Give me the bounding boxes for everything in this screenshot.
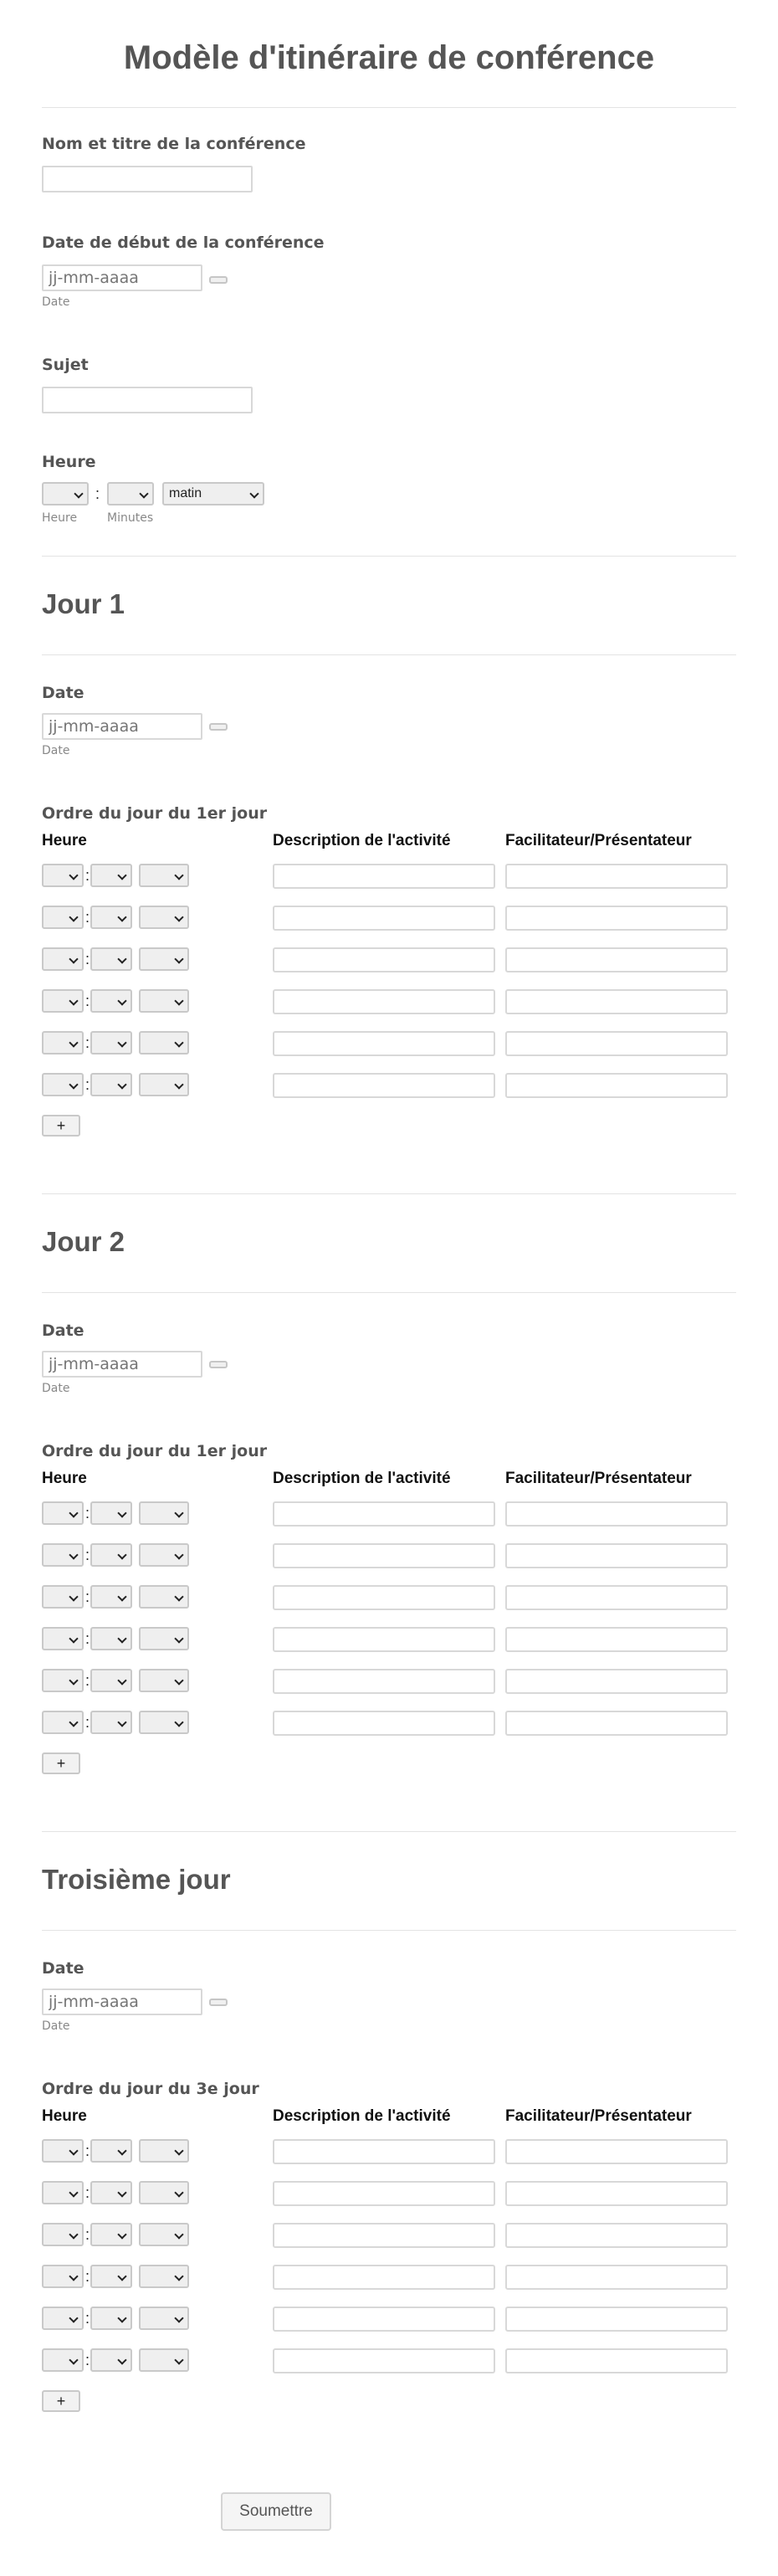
chevron-down-icon	[117, 1717, 126, 1727]
chevron-down-icon	[117, 870, 126, 880]
chevron-down-icon	[69, 954, 78, 963]
row-time-separator: :	[85, 2226, 90, 2243]
row-facilitator-input[interactable]	[505, 1669, 728, 1694]
divider	[42, 107, 736, 108]
row-facilitator-input[interactable]	[505, 2307, 728, 2332]
row-time-separator: :	[85, 1672, 90, 1689]
chevron-down-icon	[174, 1675, 183, 1685]
row-time-separator: :	[85, 2184, 90, 2201]
row-time-separator: :	[85, 2142, 90, 2159]
section-title: Jour 2	[42, 1226, 125, 1257]
col-header-time: Heure	[42, 1470, 87, 1487]
row-ampm-select[interactable]	[139, 1711, 189, 1734]
row-minute-select[interactable]	[90, 1543, 132, 1567]
day-date-input[interactable]	[42, 1351, 202, 1378]
day-date-sublabel: Date	[42, 1382, 70, 1395]
row-facilitator-input[interactable]	[505, 1543, 728, 1568]
conference-name-input[interactable]	[42, 166, 253, 192]
row-time-separator: :	[85, 1034, 90, 1051]
row-description-input[interactable]	[273, 2181, 495, 2206]
chevron-down-icon	[69, 2313, 78, 2322]
row-minute-select[interactable]	[90, 2139, 132, 2163]
row-minute-select[interactable]	[90, 906, 132, 929]
row-hour-select[interactable]	[42, 2181, 84, 2204]
subject-field	[42, 355, 736, 413]
time-label: Heure	[42, 453, 96, 471]
row-ampm-select[interactable]	[139, 906, 189, 929]
row-description-input[interactable]	[273, 1073, 495, 1098]
divider	[42, 1930, 736, 1931]
row-minute-select[interactable]	[90, 864, 132, 887]
row-ampm-select[interactable]	[139, 864, 189, 887]
chevron-down-icon	[69, 1675, 78, 1685]
row-description-input[interactable]	[273, 1543, 495, 1568]
form-title: Modèle d'itinéraire de conférence	[123, 39, 655, 76]
chevron-down-icon	[117, 1038, 126, 1047]
row-minute-select[interactable]	[90, 1627, 132, 1650]
col-header-facilitator: Facilitateur/Présentateur	[505, 1470, 692, 1487]
section-divider	[42, 1193, 736, 1194]
time-separator: :	[95, 485, 100, 502]
chevron-down-icon	[117, 1592, 126, 1601]
chevron-down-icon	[117, 1675, 126, 1685]
row-facilitator-input[interactable]	[505, 906, 728, 931]
calendar-icon[interactable]	[209, 276, 228, 284]
chevron-down-icon	[69, 2146, 78, 2155]
row-facilitator-input[interactable]	[505, 1501, 728, 1527]
row-time-separator: :	[85, 867, 90, 884]
row-ampm-select[interactable]	[139, 1543, 189, 1567]
chevron-down-icon	[174, 996, 183, 1005]
chevron-down-icon	[117, 2230, 126, 2239]
start-date-field	[42, 233, 736, 316]
section-divider	[42, 1831, 736, 1832]
subject-input[interactable]	[42, 387, 253, 413]
chevron-down-icon	[174, 1550, 183, 1559]
row-hour-select[interactable]	[42, 1627, 84, 1650]
row-facilitator-input[interactable]	[505, 947, 728, 972]
chevron-down-icon	[117, 2271, 126, 2281]
row-description-input[interactable]	[273, 2265, 495, 2290]
row-ampm-select[interactable]	[139, 1669, 189, 1692]
row-minute-select[interactable]	[90, 1073, 132, 1096]
col-header-facilitator: Facilitateur/Présentateur	[505, 832, 692, 849]
row-hour-select[interactable]	[42, 1543, 84, 1567]
day-date-sublabel: Date	[42, 744, 70, 757]
row-description-input[interactable]	[273, 947, 495, 972]
calendar-icon[interactable]	[209, 723, 228, 731]
row-facilitator-input[interactable]	[505, 2348, 728, 2373]
row-ampm-select[interactable]	[139, 1501, 189, 1525]
row-ampm-select[interactable]	[139, 2181, 189, 2204]
chevron-down-icon	[174, 2313, 183, 2322]
row-hour-select[interactable]	[42, 947, 84, 971]
section-divider	[42, 556, 736, 557]
chevron-down-icon	[69, 1592, 78, 1601]
row-description-input[interactable]	[273, 1711, 495, 1736]
row-minute-select[interactable]	[90, 1031, 132, 1055]
chevron-down-icon	[117, 2313, 126, 2322]
row-ampm-select[interactable]	[139, 2307, 189, 2330]
agenda-label: Ordre du jour du 3e jour	[42, 2080, 259, 2098]
chevron-down-icon	[174, 1080, 183, 1089]
chevron-down-icon	[69, 1508, 78, 1517]
chevron-down-icon	[174, 1508, 183, 1517]
chevron-down-icon	[117, 2188, 126, 2197]
row-hour-select[interactable]	[42, 2307, 84, 2330]
form-page	[42, 0, 736, 2520]
section-title: Jour 1	[42, 588, 125, 619]
row-ampm-select[interactable]	[139, 2139, 189, 2163]
row-ampm-select[interactable]	[139, 2265, 189, 2288]
col-header-facilitator: Facilitateur/Présentateur	[505, 2107, 692, 2125]
agenda-label: Ordre du jour du 1er jour	[42, 1442, 268, 1460]
conference-name-field	[42, 134, 736, 192]
row-minute-select[interactable]	[90, 2181, 132, 2204]
row-ampm-select[interactable]	[139, 1073, 189, 1096]
row-facilitator-input[interactable]	[505, 2181, 728, 2206]
chevron-down-icon	[117, 1634, 126, 1643]
row-facilitator-input[interactable]	[505, 1073, 728, 1098]
submit-button[interactable]: Soumettre	[221, 2492, 331, 2531]
col-header-description: Description de l'activité	[273, 832, 451, 849]
row-minute-select[interactable]	[90, 2265, 132, 2288]
chevron-down-icon	[117, 1550, 126, 1559]
row-facilitator-input[interactable]	[505, 1585, 728, 1610]
row-minute-select[interactable]	[90, 2307, 132, 2330]
time-ampm-select[interactable]	[162, 482, 264, 505]
start-date-sublabel: Date	[42, 295, 70, 309]
row-hour-select[interactable]	[42, 2265, 84, 2288]
row-facilitator-input[interactable]	[505, 1031, 728, 1056]
divider	[42, 654, 736, 655]
row-hour-select[interactable]	[42, 1585, 84, 1609]
row-minute-select[interactable]	[90, 1711, 132, 1734]
chevron-down-icon	[69, 1080, 78, 1089]
add-row-button[interactable]: +	[42, 1752, 80, 1774]
row-description-input[interactable]	[273, 2223, 495, 2248]
row-ampm-select[interactable]	[139, 989, 189, 1013]
row-ampm-select[interactable]	[139, 2348, 189, 2372]
row-time-separator: :	[85, 993, 90, 1009]
row-time-separator: :	[85, 1547, 90, 1563]
time-field	[42, 452, 736, 527]
row-time-separator: :	[85, 909, 90, 926]
add-row-button[interactable]: +	[42, 1115, 80, 1137]
chevron-down-icon	[174, 1717, 183, 1727]
row-minute-select[interactable]	[90, 1501, 132, 1525]
row-facilitator-input[interactable]	[505, 2265, 728, 2290]
calendar-icon[interactable]	[209, 1361, 228, 1368]
divider	[42, 1292, 736, 1293]
chevron-down-icon	[174, 2230, 183, 2239]
chevron-down-icon	[249, 489, 258, 498]
row-description-input[interactable]	[273, 2348, 495, 2373]
row-minute-select[interactable]	[90, 1669, 132, 1692]
chevron-down-icon	[117, 2146, 126, 2155]
row-description-input[interactable]	[273, 864, 495, 889]
conference-name-label: Nom et titre de la conférence	[42, 135, 306, 153]
chevron-down-icon	[69, 1038, 78, 1047]
row-hour-select[interactable]	[42, 989, 84, 1013]
chevron-down-icon	[69, 2188, 78, 2197]
agenda-label: Ordre du jour du 1er jour	[42, 804, 268, 823]
row-time-separator: :	[85, 951, 90, 967]
time-minute-select[interactable]	[107, 482, 154, 505]
col-header-description: Description de l'activité	[273, 1470, 451, 1487]
row-time-separator: :	[85, 1076, 90, 1093]
row-hour-select[interactable]	[42, 1073, 84, 1096]
row-facilitator-input[interactable]	[505, 2139, 728, 2164]
section-title: Troisième jour	[42, 1864, 231, 1895]
chevron-down-icon	[69, 912, 78, 921]
row-time-separator: :	[85, 2310, 90, 2327]
chevron-down-icon	[69, 2271, 78, 2281]
row-minute-select[interactable]	[90, 947, 132, 971]
start-date-label: Date de début de la conférence	[42, 233, 325, 252]
row-time-separator: :	[85, 1588, 90, 1605]
row-hour-select[interactable]	[42, 2223, 84, 2246]
row-description-input[interactable]	[273, 2139, 495, 2164]
day-date-input[interactable]	[42, 713, 202, 740]
chevron-down-icon	[69, 870, 78, 880]
chevron-down-icon	[139, 489, 148, 498]
row-hour-select[interactable]	[42, 1711, 84, 1734]
col-header-description: Description de l'activité	[273, 2107, 451, 2125]
row-hour-select[interactable]	[42, 1669, 84, 1692]
chevron-down-icon	[174, 870, 183, 880]
row-ampm-select[interactable]	[139, 2223, 189, 2246]
chevron-down-icon	[174, 2355, 183, 2364]
row-ampm-select[interactable]	[139, 1627, 189, 1650]
row-time-separator: :	[85, 2352, 90, 2368]
row-facilitator-input[interactable]	[505, 2223, 728, 2248]
row-minute-select[interactable]	[90, 1585, 132, 1609]
chevron-down-icon	[69, 2230, 78, 2239]
row-facilitator-input[interactable]	[505, 1711, 728, 1736]
day-date-sublabel: Date	[42, 2019, 70, 2033]
chevron-down-icon	[117, 1508, 126, 1517]
row-description-input[interactable]	[273, 2307, 495, 2332]
time-minute-sublabel: Minutes	[107, 511, 154, 525]
row-minute-select[interactable]	[90, 2223, 132, 2246]
chevron-down-icon	[174, 1038, 183, 1047]
chevron-down-icon	[69, 996, 78, 1005]
col-header-time: Heure	[42, 2107, 87, 2125]
time-hour-select[interactable]	[42, 482, 89, 505]
chevron-down-icon	[117, 1080, 126, 1089]
row-description-input[interactable]	[273, 1585, 495, 1610]
row-time-separator: :	[85, 1630, 90, 1647]
row-description-input[interactable]	[273, 989, 495, 1014]
chevron-down-icon	[69, 1634, 78, 1643]
chevron-down-icon	[117, 912, 126, 921]
row-time-separator: :	[85, 2268, 90, 2285]
row-minute-select[interactable]	[90, 989, 132, 1013]
row-description-input[interactable]	[273, 1627, 495, 1652]
row-description-input[interactable]	[273, 1501, 495, 1527]
start-date-input[interactable]	[42, 264, 202, 291]
add-row-button[interactable]: +	[42, 2390, 80, 2412]
day-date-label: Date	[42, 684, 84, 702]
row-facilitator-input[interactable]	[505, 1627, 728, 1652]
chevron-down-icon	[174, 912, 183, 921]
chevron-down-icon	[69, 2355, 78, 2364]
chevron-down-icon	[117, 2355, 126, 2364]
row-hour-select[interactable]	[42, 864, 84, 887]
day-date-input[interactable]	[42, 1988, 202, 2015]
row-description-input[interactable]	[273, 1031, 495, 1056]
row-hour-select[interactable]	[42, 1031, 84, 1055]
chevron-down-icon	[174, 2271, 183, 2281]
chevron-down-icon	[74, 489, 83, 498]
row-hour-select[interactable]	[42, 1501, 84, 1525]
chevron-down-icon	[174, 1592, 183, 1601]
col-header-time: Heure	[42, 832, 87, 849]
chevron-down-icon	[174, 954, 183, 963]
chevron-down-icon	[174, 2188, 183, 2197]
chevron-down-icon	[174, 2146, 183, 2155]
day-date-label: Date	[42, 1959, 84, 1978]
chevron-down-icon	[69, 1550, 78, 1559]
time-ampm-value: matin	[169, 486, 202, 500]
row-time-separator: :	[85, 1505, 90, 1521]
chevron-down-icon	[117, 954, 126, 963]
chevron-down-icon	[174, 1634, 183, 1643]
day-date-label: Date	[42, 1321, 84, 1340]
calendar-icon[interactable]	[209, 1999, 228, 2006]
row-facilitator-input[interactable]	[505, 864, 728, 889]
row-ampm-select[interactable]	[139, 947, 189, 971]
chevron-down-icon	[117, 996, 126, 1005]
row-minute-select[interactable]	[90, 2348, 132, 2372]
subject-label: Sujet	[42, 356, 89, 374]
row-description-input[interactable]	[273, 906, 495, 931]
row-hour-select[interactable]	[42, 2139, 84, 2163]
row-facilitator-input[interactable]	[505, 989, 728, 1014]
row-ampm-select[interactable]	[139, 1031, 189, 1055]
row-time-separator: :	[85, 1714, 90, 1731]
chevron-down-icon	[69, 1717, 78, 1727]
row-ampm-select[interactable]	[139, 1585, 189, 1609]
row-hour-select[interactable]	[42, 2348, 84, 2372]
row-description-input[interactable]	[273, 1669, 495, 1694]
row-hour-select[interactable]	[42, 906, 84, 929]
time-hour-sublabel: Heure	[42, 511, 78, 525]
